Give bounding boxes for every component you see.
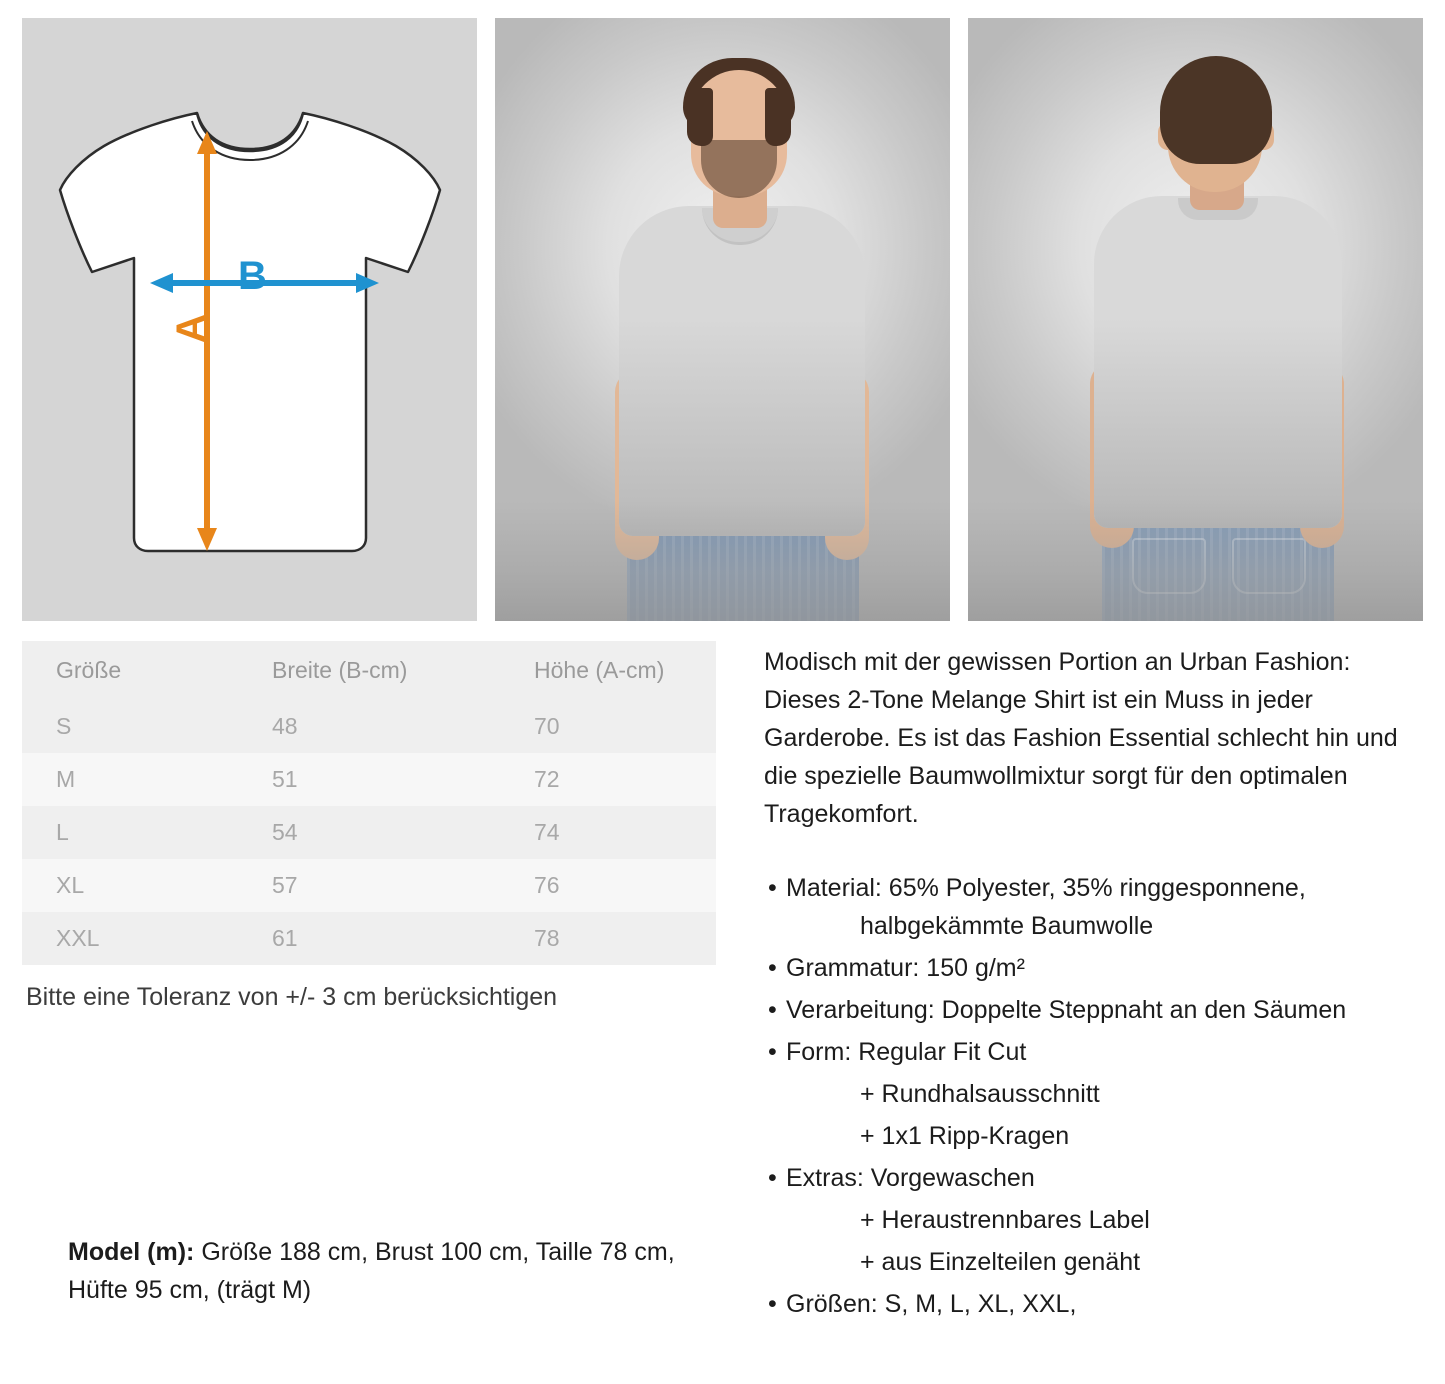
list-item (764, 869, 1423, 945)
size-diagram (22, 18, 477, 621)
product-description-column (738, 641, 1423, 1327)
cell-size: XL (22, 859, 238, 912)
dimension-label-a: A (168, 314, 213, 343)
feature-text: Größen: S, M, L, XL, XXL, (786, 1290, 1077, 1318)
cell-size: S (22, 700, 238, 753)
model-measurements-label: Model (m): (68, 1238, 195, 1266)
model-back-photo (968, 18, 1423, 621)
cell-width: 54 (238, 806, 500, 859)
photo-floor-shadow (495, 501, 950, 621)
table-header-row (22, 641, 716, 700)
photo-floor-shadow (968, 501, 1423, 621)
dimension-label-b: B (238, 254, 267, 298)
cell-size: L (22, 806, 238, 859)
feature-text: Grammatur: 150 g/m² (786, 954, 1025, 982)
cell-height: 78 (500, 912, 716, 965)
model-hair-side-left (687, 88, 713, 146)
list-item (764, 1075, 1423, 1113)
list-item (764, 1117, 1423, 1155)
cell-height: 72 (500, 753, 716, 806)
list-item (764, 1285, 1423, 1323)
list-item (764, 1033, 1423, 1071)
table-row (22, 700, 716, 753)
model-hair-side-right (765, 88, 791, 146)
tolerance-note: Bitte eine Toleranz von +/- 3 cm berücksichtigen (26, 983, 558, 1011)
list-item (764, 1201, 1423, 1239)
model-front-photo (495, 18, 950, 621)
feature-text: Extras: Vorgewaschen (786, 1164, 1035, 1192)
model-hair (1160, 56, 1272, 164)
cell-width: 48 (238, 700, 500, 753)
model-measurements-text: Größe 188 cm, Brust 100 cm, Taille 78 cm, Hüfte 95 cm, (trägt M) (68, 1238, 675, 1304)
column-header-size: Größe (22, 641, 238, 700)
model-measurements (68, 1234, 738, 1309)
cell-size: XXL (22, 912, 238, 965)
tshirt-outline-icon (22, 18, 477, 621)
feature-text: + Rundhalsausschnitt (860, 1080, 1100, 1108)
cell-height: 70 (500, 700, 716, 753)
cell-width: 57 (238, 859, 500, 912)
feature-text: Verarbeitung: Doppelte Steppnaht an den Säumen (786, 996, 1347, 1024)
column-header-height: Höhe (A-cm) (500, 641, 716, 700)
cell-height: 76 (500, 859, 716, 912)
size-table (22, 641, 716, 965)
cell-width: 61 (238, 912, 500, 965)
model-tshirt-shading (1094, 318, 1342, 528)
feature-text: + 1x1 Ripp-Kragen (860, 1122, 1070, 1150)
feature-text: + aus Einzelteilen genäht (860, 1248, 1141, 1276)
list-item (764, 1159, 1423, 1197)
cell-height: 74 (500, 806, 716, 859)
feature-subtext: halbgekämmte Baumwolle (860, 912, 1154, 940)
list-item (764, 991, 1423, 1029)
product-description: Modisch mit der gewissen Portion an Urban Fashion: Dieses 2-Tone Melange Shirt ist ein Muss in jeder Garderobe. Es ist das Fashion Essential schlecht hin und die spezielle Baumwollmixtur sorgt für den optimalen Tragekomfort. (764, 648, 1398, 828)
list-item (764, 1243, 1423, 1281)
cell-width: 51 (238, 753, 500, 806)
product-image-row (0, 0, 1445, 621)
details-section (0, 621, 1445, 1327)
feature-text: + Heraustrennbares Label (860, 1206, 1150, 1234)
feature-text: Form: Regular Fit Cut (786, 1038, 1027, 1066)
table-row (22, 806, 716, 859)
cell-size: M (22, 753, 238, 806)
table-row (22, 753, 716, 806)
list-item (764, 949, 1423, 987)
table-row (22, 859, 716, 912)
table-row (22, 912, 716, 965)
column-header-width: Breite (B-cm) (238, 641, 500, 700)
feature-text: Material: 65% Polyester, 35% ringgesponnene, (786, 874, 1306, 902)
size-info-column (22, 641, 738, 1327)
product-features-list (764, 869, 1423, 1323)
